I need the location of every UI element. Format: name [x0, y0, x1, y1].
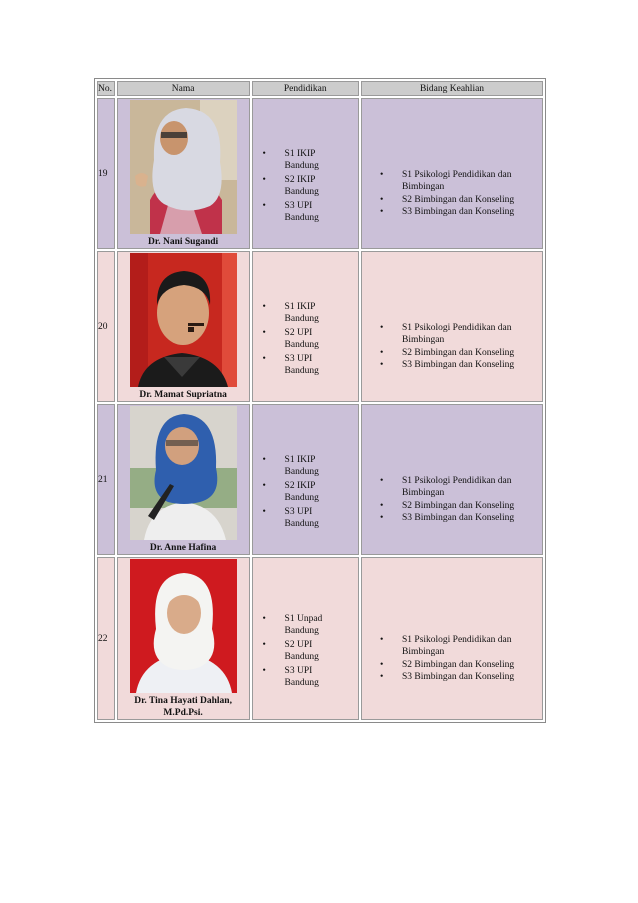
- list-item: • S1 Psikologi Pendidikan dan Bimbingan: [380, 634, 512, 657]
- name-cell: [117, 98, 250, 249]
- list-item: • S2 Bimbingan dan Konseling: [380, 347, 515, 358]
- bullet-icon: •: [262, 327, 266, 338]
- portrait-photo: [130, 559, 237, 693]
- person-name: Dr. Mamat Supriatna: [139, 390, 227, 400]
- bullet-icon: •: [380, 672, 384, 682]
- list-item: • S1 Psikologi Pendidikan dan Bimbingan: [380, 322, 512, 345]
- person-name: Dr. Nani Sugandi: [148, 237, 219, 247]
- list-item: • S2 IKIP Bandung: [262, 174, 319, 197]
- bullet-icon: •: [380, 207, 384, 217]
- list-item: • S1 IKIP Bandung: [262, 454, 319, 477]
- bullet-icon: •: [380, 634, 384, 645]
- education-cell: [252, 404, 359, 555]
- table-row: [97, 98, 543, 249]
- table-row: [97, 557, 543, 720]
- list-item: • S3 Bimbingan dan Konseling: [380, 513, 515, 523]
- education-cell: [252, 557, 359, 720]
- table-row: [97, 251, 543, 402]
- bullet-icon: •: [380, 347, 384, 358]
- bullet-icon: •: [262, 665, 266, 676]
- row-number: 22: [97, 557, 115, 720]
- education-cell: [252, 251, 359, 402]
- portrait-photo: [130, 406, 237, 540]
- list-item: • S2 UPI Bandung: [262, 639, 319, 662]
- portrait-photo: [130, 100, 237, 234]
- bullet-icon: •: [380, 513, 384, 523]
- list-item: • S2 IKIP Bandung: [262, 480, 319, 503]
- bullet-icon: •: [262, 639, 266, 650]
- list-item: • S1 Psikologi Pendidikan dan Bimbingan: [380, 475, 512, 498]
- expertise-cell: [361, 98, 543, 249]
- bullet-icon: •: [262, 200, 266, 211]
- name-cell: [117, 404, 250, 555]
- bullet-icon: •: [262, 506, 266, 517]
- list-item: • S2 Bimbingan dan Konseling: [380, 500, 515, 511]
- row-number: 21: [97, 404, 115, 555]
- list-item: • S3 Bimbingan dan Konseling: [380, 360, 515, 370]
- education-list: [253, 428, 358, 531]
- list-item: • S1 IKIP Bandung: [262, 301, 319, 324]
- bullet-icon: •: [262, 613, 266, 624]
- list-item: • S2 Bimbingan dan Konseling: [380, 659, 515, 670]
- list-item: • S1 IKIP Bandung: [262, 148, 319, 171]
- bullet-icon: •: [262, 301, 266, 312]
- person-name: Dr. Tina Hayati Dahlan, M.Pd.Psi.: [134, 696, 232, 718]
- staff-table: [94, 78, 546, 723]
- expertise-cell: [361, 404, 543, 555]
- list-item: • S3 Bimbingan dan Konseling: [380, 672, 515, 682]
- row-number: 20: [97, 251, 115, 402]
- header-row: [97, 81, 543, 96]
- education-list: [253, 275, 358, 378]
- list-item: • S1 Psikologi Pendidikan dan Bimbingan: [380, 169, 512, 192]
- expertise-list: [362, 282, 542, 372]
- bullet-icon: •: [380, 194, 384, 205]
- expertise-cell: [361, 251, 543, 402]
- list-item: • S3 UPI Bandung: [262, 353, 319, 376]
- expertise-cell: [361, 557, 543, 720]
- header-no: No.: [97, 81, 115, 96]
- bullet-icon: •: [380, 500, 384, 511]
- bullet-icon: •: [262, 454, 266, 465]
- bullet-icon: •: [380, 360, 384, 370]
- list-item: • S1 Unpad Bandung: [262, 613, 323, 636]
- list-item: • S2 Bimbingan dan Konseling: [380, 194, 515, 205]
- list-item: • S2 UPI Bandung: [262, 327, 319, 350]
- expertise-list: [362, 129, 542, 219]
- header-pendidikan: Pendidikan: [252, 81, 359, 96]
- bullet-icon: •: [262, 174, 266, 185]
- expertise-list: [362, 594, 542, 684]
- bullet-icon: •: [380, 659, 384, 670]
- bullet-icon: •: [380, 169, 384, 180]
- list-item: • S3 UPI Bandung: [262, 665, 319, 688]
- education-list: [253, 587, 358, 690]
- header-nama: Nama: [117, 81, 250, 96]
- table-row: [97, 404, 543, 555]
- expertise-list: [362, 435, 542, 525]
- bullet-icon: •: [380, 322, 384, 333]
- bullet-icon: •: [380, 475, 384, 486]
- name-cell: [117, 251, 250, 402]
- bullet-icon: •: [262, 148, 266, 159]
- person-name: Dr. Anne Hafina: [149, 543, 217, 553]
- bullet-icon: •: [262, 480, 266, 491]
- education-list: [253, 122, 358, 225]
- name-cell: [117, 557, 250, 720]
- list-item: • S3 Bimbingan dan Konseling: [380, 207, 515, 217]
- row-number: 19: [97, 98, 115, 249]
- list-item: • S3 UPI Bandung: [262, 200, 319, 223]
- list-item: • S3 UPI Bandung: [262, 506, 319, 529]
- header-bidang: Bidang Keahlian: [361, 81, 543, 96]
- education-cell: [252, 98, 359, 249]
- bullet-icon: •: [262, 353, 266, 364]
- portrait-photo: [130, 253, 237, 387]
